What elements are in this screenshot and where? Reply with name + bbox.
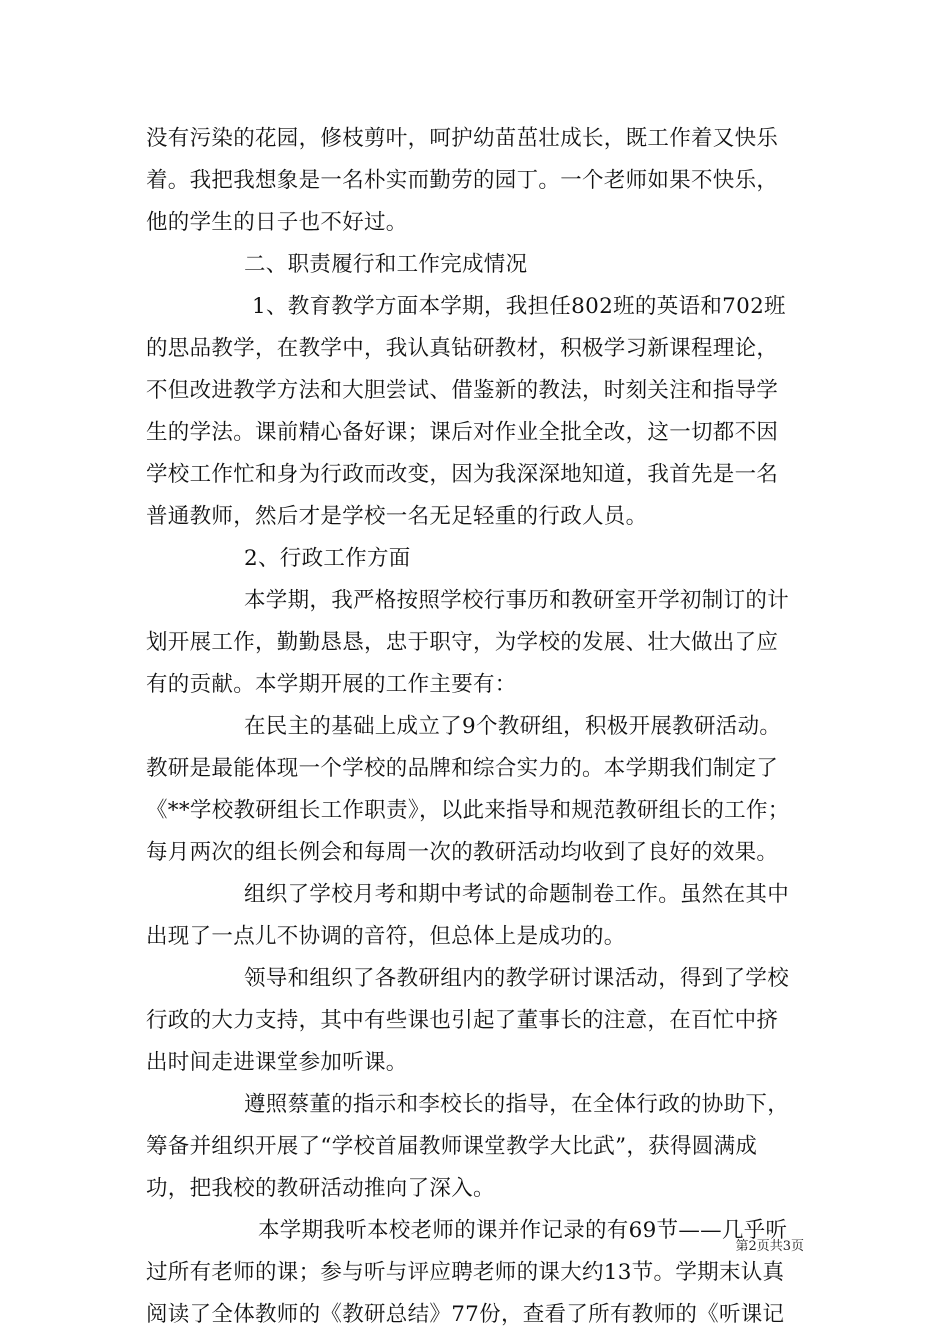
text-line: 遵照蔡董的指示和李校长的指导，在全体行政的协助下， bbox=[244, 1092, 790, 1117]
text-line: 筹备并组织开展了“学校首届教师课堂教学大比武”，获得圆满成 bbox=[146, 1134, 758, 1159]
text-line: 在民主的基础上成立了9个教研组，积极开展教研活动。 bbox=[244, 714, 782, 739]
text-line: 出现了一点儿不协调的音符，但总体上是成功的。 bbox=[146, 924, 626, 949]
text-line: 普通教师，然后才是学校一名无足轻重的行政人员。 bbox=[146, 504, 648, 529]
text-line: 生的学法。课前精心备好课；课后对作业全批全改，这一切都不因 bbox=[146, 420, 779, 445]
text-line: 的思品教学，在教学中，我认真钻研教材，积极学习新课程理论， bbox=[146, 336, 779, 361]
text-line: 领导和组织了各教研组内的教学研讨课活动，得到了学校 bbox=[244, 966, 790, 991]
text-line: 功，把我校的教研活动推向了深入。 bbox=[146, 1176, 495, 1201]
text-line: 组织了学校月考和期中考试的命题制卷工作。虽然在其中 bbox=[244, 882, 790, 907]
text-line: 阅读了全体教师的《教研总结》77份，查看了所有教师的《听课记 bbox=[146, 1302, 785, 1327]
text-line: 不但改进教学方法和大胆尝试、借鉴新的教法，时刻关注和指导学 bbox=[146, 378, 779, 403]
text-line: 《**学校教研组长工作职责》，以此来指导和规范教研组长的工作； bbox=[146, 798, 790, 823]
subsection-heading: 2、行政工作方面 bbox=[244, 546, 411, 571]
text-line: 教研是最能体现一个学校的品牌和综合实力的。本学期我们制定了 bbox=[146, 756, 779, 781]
text-line: 他的学生的日子也不好过。 bbox=[146, 210, 408, 235]
text-line: 本学期，我严格按照学校行事历和教研室开学初制订的计 bbox=[244, 588, 790, 613]
text-line: 本学期我听本校老师的课并作记录的有69节——几乎听 bbox=[258, 1218, 788, 1243]
text-line: 着。我把我想象是一名朴实而勤劳的园丁。一个老师如果不快乐， bbox=[146, 168, 779, 193]
page-number: 第2页共3页 bbox=[735, 1239, 804, 1254]
text-line: 划开展工作，勤勤恳恳，忠于职守，为学校的发展、壮大做出了应 bbox=[146, 630, 779, 655]
text-line: 每月两次的组长例会和每周一次的教研活动均收到了良好的效果。 bbox=[146, 840, 779, 865]
subsection-heading: 1、教育教学方面本学期，我担任802班的英语和702班 bbox=[252, 294, 786, 319]
text-line: 有的贡献。本学期开展的工作主要有： bbox=[146, 672, 517, 697]
text-line: 行政的大力支持，其中有些课也引起了董事长的注意，在百忙中挤 bbox=[146, 1008, 779, 1033]
body-text bbox=[146, 118, 816, 1336]
section-heading: 二、职责履行和工作完成情况 bbox=[244, 252, 528, 277]
text-line: 没有污染的花园，修枝剪叶，呵护幼苗茁壮成长，既工作着又快乐 bbox=[146, 126, 779, 151]
text-line: 学校工作忙和身为行政而改变，因为我深深地知道，我首先是一名 bbox=[146, 462, 779, 487]
text-line: 出时间走进课堂参加听课。 bbox=[146, 1050, 408, 1075]
text-line: 过所有老师的课；参与听与评应聘老师的课大约13节。学期末认真 bbox=[146, 1260, 785, 1285]
